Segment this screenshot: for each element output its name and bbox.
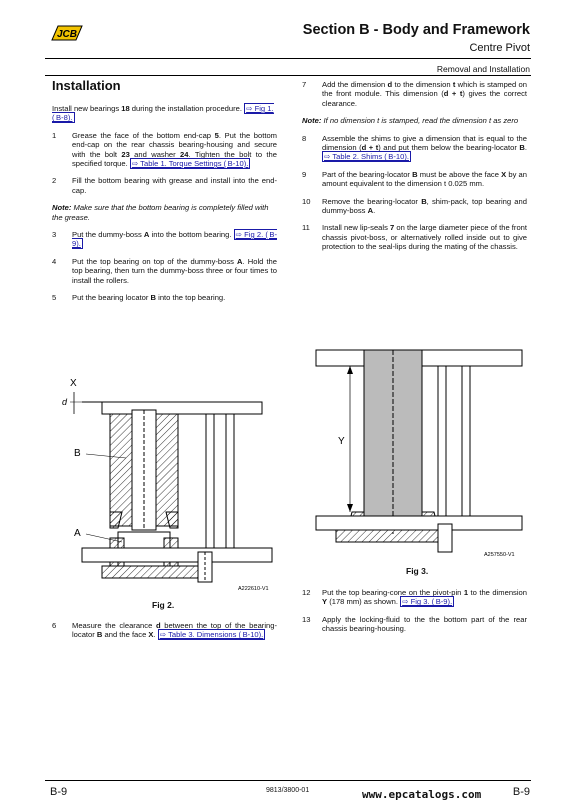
fig1-link[interactable]: ⇨ Fig 1. ( B-8). bbox=[52, 104, 274, 123]
header-divider bbox=[45, 58, 531, 59]
footer-page-left: B-9 bbox=[50, 786, 68, 798]
step-4: 4 Put the top bearing on top of the dummy-boss A. Hold the top bearing, then turn the dummy-boss three or four times to install the rollers. bbox=[52, 256, 278, 285]
figure-3 bbox=[312, 344, 534, 562]
step-7: 7 Add the dimension d to the dimension t which is stamped on the front module. This dimension (d + t) gives the correct clearance. bbox=[302, 80, 527, 108]
note-grease: Note: Make sure that the bottom bearing is completely filled with the grease. bbox=[52, 203, 269, 222]
subsection-title: Removal and Installation bbox=[436, 64, 530, 74]
section-title: Section B - Body and Framework bbox=[302, 22, 530, 38]
fig2-ref: A222610-V1 bbox=[238, 586, 269, 592]
table3-link[interactable]: ⇨ Table 3. Dimensions ( B-10). bbox=[159, 630, 264, 640]
step-6: 6 Measure the clearance d between the top of the bearing-locator B and the face X. ⇨ Table 3. Dimensions ( B-10). bbox=[52, 621, 278, 640]
fig2-label-b: B bbox=[74, 448, 81, 459]
step-3: 3 Put the dummy-boss A into the bottom bearing. ⇨ Fig 2. ( B-9). bbox=[52, 230, 278, 249]
right-column bbox=[302, 80, 527, 260]
jcb-logo bbox=[50, 24, 84, 42]
watermark: www.epcatalogs.com bbox=[362, 788, 482, 801]
step-9: 9 Part of the bearing-locator B must be above the face X by an amount equivalent to the dimension t 0.025 mm. bbox=[302, 169, 527, 189]
intro-paragraph: Install new bearings 18 during the installation procedure. ⇨ Fig 1. ( B-8). bbox=[52, 104, 274, 123]
step-11: 11 Install new lip-seals 7 on the large diameter piece of the front chassis pivot-boss, or alternatively rolled inside out to give protection to the seal-lips during the mating of the chassis. bbox=[302, 223, 527, 252]
step-1: 1 Grease the face of the bottom end-cap 5. Put the bottom end-cap on the rear chassis bearing-housing and secure with the bolt 23 and washer 24. Tighten the bolt to the specified torque. ⇨ Table 1. Torque Settings ( B-10). bbox=[52, 130, 277, 169]
footer-page-right: B-9 bbox=[512, 786, 530, 798]
footer-doc-number: 9813/3800-01 bbox=[266, 787, 310, 794]
page-heading: Installation bbox=[52, 78, 121, 93]
step-2: 2 Fill the bottom bearing with grease and install into the end-cap. bbox=[52, 176, 277, 195]
step-8: 8 Assemble the shims to give a dimension that is equal to the dimension (d + t) and put them below the bearing-locator B. ⇨ Table 2. Shims ( B-10). bbox=[302, 133, 527, 162]
step-13: 13 Apply the locking-fluid to the the bottom part of the rear chassis bearing-housing. bbox=[302, 614, 527, 634]
logo-text: JCB bbox=[56, 29, 78, 40]
fig2-caption: Fig 2. bbox=[152, 600, 175, 610]
table2-link[interactable]: ⇨ Table 2. Shims ( B-10). bbox=[324, 152, 409, 162]
right-column-bottom bbox=[302, 588, 527, 642]
fig3-link[interactable]: ⇨ Fig 3. ( B-9). bbox=[402, 597, 453, 607]
fig2-label-a: A bbox=[74, 528, 81, 539]
fig2-link[interactable]: ⇨ Fig 2. ( B-9). bbox=[72, 230, 278, 249]
left-column bbox=[52, 104, 277, 311]
footer-divider bbox=[45, 780, 531, 781]
table1-link[interactable]: ⇨ Table 1. Torque Settings ( B-10). bbox=[131, 159, 249, 169]
step-5: 5 Put the bearing locator B into the top bearing. bbox=[52, 293, 226, 303]
fig3-ref: A257550-V1 bbox=[484, 552, 515, 558]
fig2-label-x: X bbox=[70, 378, 77, 389]
section-subtitle: Centre Pivot bbox=[469, 42, 530, 54]
note-dimension: Note: If no dimension t is stamped, read the dimension t as zero bbox=[302, 116, 519, 126]
fig3-caption: Fig 3. bbox=[406, 566, 429, 576]
left-column-bottom bbox=[52, 621, 277, 648]
figure-2 bbox=[56, 372, 286, 592]
fig2-label-d: d bbox=[62, 397, 68, 407]
step-12: 12 Put the top bearing-cone on the pivot-pin 1 to the dimension Y (178 mm) as shown. ⇨ Fig 3. ( B-9). bbox=[302, 588, 527, 607]
fig3-label-y: Y bbox=[338, 436, 345, 447]
step-10: 10 Remove the bearing-locator B, shim-pack, top bearing and dummy-boss A. bbox=[302, 196, 527, 216]
subsection-divider bbox=[45, 75, 531, 76]
